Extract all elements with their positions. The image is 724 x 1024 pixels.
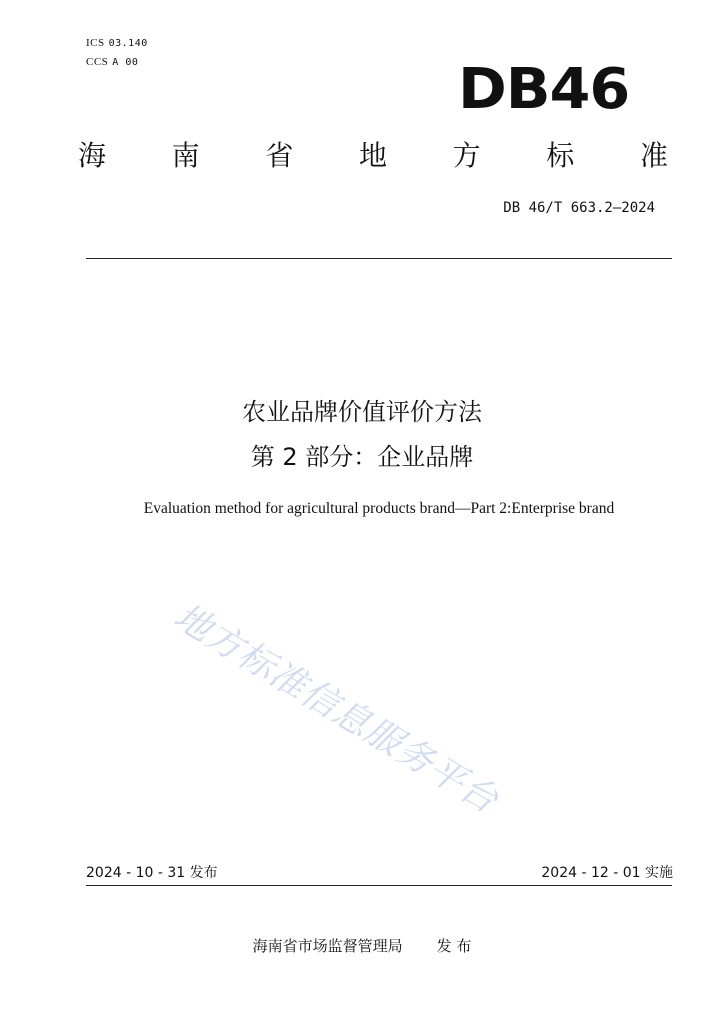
standard-type-char: 准	[639, 139, 668, 172]
title-en: Evaluation method for agricultural products brand—Part 2:Enterprise brand	[143, 500, 615, 517]
ics-code-line	[86, 36, 148, 51]
db46-logo: DB46	[458, 57, 630, 122]
release-date: 2024 - 10 - 31 发布	[86, 865, 218, 881]
standard-type-char: 地	[358, 139, 387, 172]
title-cn-line2: 第 2 部分：企业品牌	[250, 443, 474, 471]
title-cn-line1: 农业品牌价值评价方法	[242, 398, 482, 426]
standard-number: DB 46/T 663.2—2024	[503, 200, 655, 216]
ccs-code: A 00	[112, 57, 139, 68]
standard-type-char: 海	[78, 139, 107, 172]
standard-type-char: 标	[546, 139, 575, 172]
ics-code: 03.140	[108, 38, 148, 49]
issue-word: 发 布	[436, 937, 472, 955]
header-divider	[86, 258, 672, 259]
issuer-line	[0, 934, 724, 958]
standard-type-char: 省	[265, 139, 294, 172]
standard-type-char: 南	[171, 139, 200, 172]
footer-divider	[86, 885, 672, 886]
implementation-date: 2024 - 12 - 01 实施	[541, 865, 673, 881]
ics-label: ICS	[86, 37, 105, 49]
ccs-code-line	[86, 55, 138, 70]
standard-type-char: 方	[452, 139, 481, 172]
issuer-name: 海南省市场监督管理局	[252, 937, 403, 955]
ccs-label: CCS	[86, 56, 109, 68]
watermark-text: 地方标准信息服务平台	[166, 596, 506, 822]
standard-type-heading	[78, 136, 668, 176]
